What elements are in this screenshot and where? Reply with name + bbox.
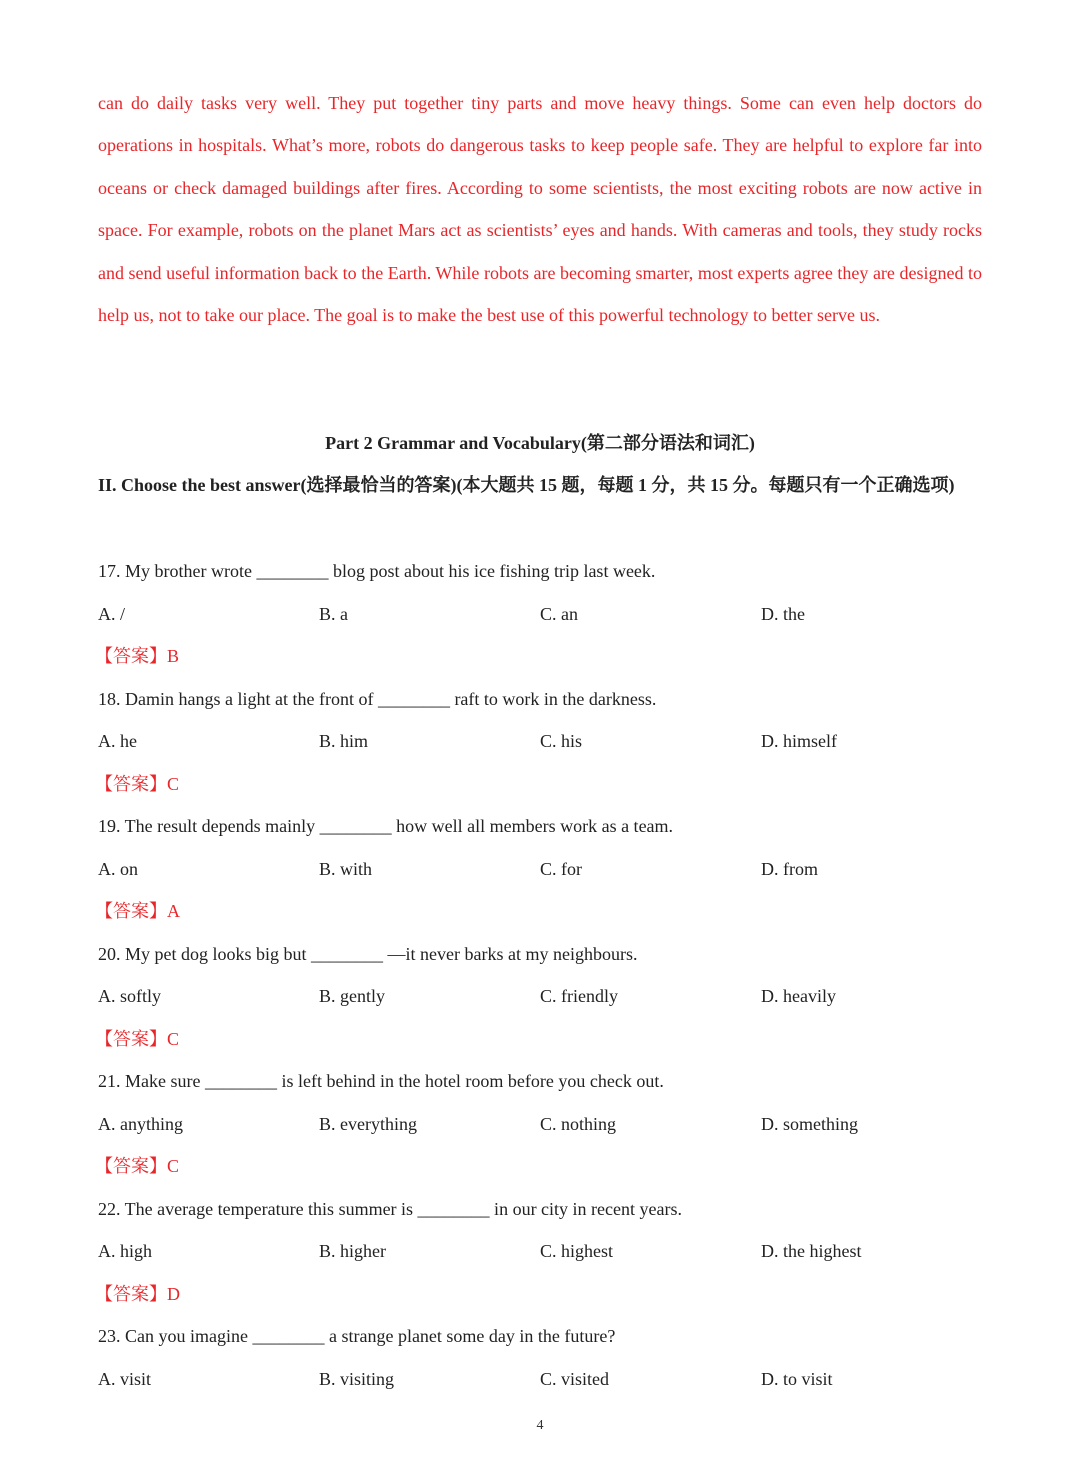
options-row	[98, 720, 982, 763]
options-row	[98, 1358, 982, 1401]
option-b: B. higher	[319, 1241, 386, 1261]
reading-passage	[98, 82, 982, 336]
option-c: C. nothing	[540, 1113, 617, 1134]
option-c: C. an	[540, 603, 578, 624]
answer-key: 【答案】C	[95, 773, 180, 794]
answer-key: 【答案】B	[95, 646, 180, 666]
option-d: D. himself	[761, 731, 837, 751]
option-d: D. to visit	[761, 1368, 833, 1389]
page-number: 4	[536, 1418, 544, 1433]
options-row	[98, 593, 982, 636]
option-d: D. heavily	[761, 986, 836, 1006]
option-b: B. everything	[319, 1113, 417, 1134]
option-a: A. anything	[98, 1113, 183, 1134]
question-stem: 19. The result depends mainly ________ how well all members work as a team.	[98, 816, 674, 836]
option-b: B. a	[319, 603, 348, 624]
option-b: B. with	[319, 858, 373, 879]
options-row	[98, 975, 982, 1018]
option-a: A. he	[98, 731, 137, 751]
question-stem: 21. Make sure ________ is left behind in the hotel room before you check out.	[98, 1071, 664, 1091]
option-c: C. friendly	[540, 986, 618, 1006]
option-b: B. gently	[319, 986, 385, 1006]
option-d: D. the highest	[761, 1241, 862, 1261]
options-row	[98, 848, 982, 891]
question-stem: 20. My pet dog looks big but ________ —it never barks at my neighbours.	[98, 943, 638, 964]
option-b: B. him	[319, 731, 369, 751]
question-stem: 18. Damin hangs a light at the front of ________ raft to work in the darkness.	[98, 688, 657, 709]
question-stem: 23. Can you imagine ________ a strange planet some day in the future?	[98, 1326, 616, 1346]
passage-text: can do daily tasks very well. They put together tiny parts and move heavy things. Some can even help doctors do operations in hospitals. What’s more, robots do dangerous tasks to keep people safe. They are helpful to explore far into oceans or check damaged buildings after fires. According to some scientists, the most exciting robots are now active in space. For example, robots on the planet Mars act as scientists’ eyes and hands. With cameras and tools, they study rocks and send useful information back to the Earth. While robots are becoming smarter, most experts agree they are designed to help us, not to take our place. The goal is to make the best use of this powerful technology to better serve us.	[98, 93, 982, 326]
question-stem: 22. The average temperature this summer is ________ in our city in recent years.	[98, 1198, 682, 1219]
option-a: A. softly	[98, 986, 161, 1006]
options-row	[98, 1103, 982, 1146]
option-d: D. something	[761, 1113, 858, 1134]
option-a: A. on	[98, 858, 138, 879]
option-a: A. /	[98, 603, 125, 624]
option-b: B. visiting	[319, 1368, 395, 1389]
option-a: A. high	[98, 1241, 152, 1261]
question-stem: 17. My brother wrote ________ blog post about his ice fishing trip last week.	[98, 561, 656, 581]
answer-key: 【答案】D	[95, 1283, 180, 1304]
part-title: Part 2 Grammar and Vocabulary(第二部分语法和词汇)	[325, 433, 755, 453]
option-d: D. the	[761, 603, 805, 624]
options-row	[98, 1230, 982, 1273]
section-heading: II. Choose the best answer(选择最恰当的答案)(本大题共 15 题，每题 1 分，共 15 分。每题只有一个正确选项)	[98, 475, 955, 495]
answer-key: 【答案】A	[95, 901, 180, 921]
question-list	[95, 550, 982, 1400]
option-c: C. highest	[540, 1241, 614, 1261]
option-d: D. from	[761, 858, 818, 879]
answer-key: 【答案】C	[95, 1156, 180, 1176]
option-c: C. visited	[540, 1368, 610, 1389]
option-c: C. for	[540, 858, 582, 879]
answer-key: 【答案】C	[95, 1028, 180, 1049]
option-a: A. visit	[98, 1368, 152, 1389]
option-c: C. his	[540, 731, 583, 751]
